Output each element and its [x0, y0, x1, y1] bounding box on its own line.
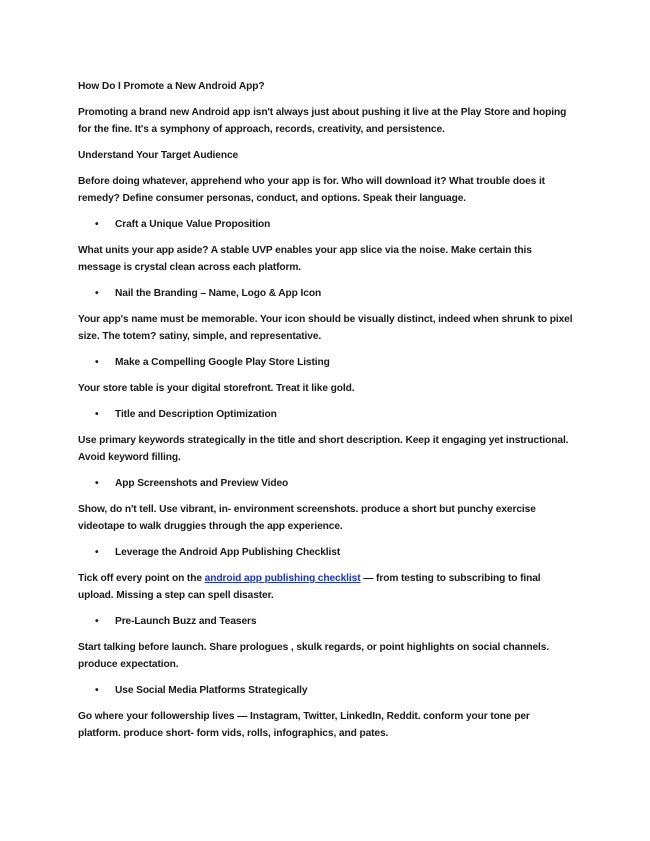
bullet-label: Leverage the Android App Publishing Checklist [115, 547, 341, 558]
uvp-paragraph: What units your app aside? A stable UVP enables your app slice via the noise. Make certain this message is crystal clean across each platform. [78, 245, 532, 273]
target-audience-paragraph: Before doing whatever, apprehend who your app is for. Who will download it? What trouble does it remedy? Define consumer personas, conduct, and options. Speak their language. [78, 176, 545, 204]
publishing-checklist-link[interactable]: android app publishing checklist [204, 573, 361, 584]
bullet-item-publishing-checklist [78, 544, 573, 561]
bullet-item-social-media [78, 682, 573, 699]
branding-paragraph: Your app's name must be memorable. Your icon should be visually distinct, indeed when shrunk to pixel size. The totem? satiny, simple, and representative. [78, 314, 573, 342]
bullet-icon: • [95, 478, 99, 489]
bullet-icon: • [95, 547, 99, 558]
bullet-icon: • [95, 288, 99, 299]
checklist-text-before: Tick off every point on the [78, 573, 205, 584]
bullet-icon: • [95, 357, 99, 368]
bullet-item-branding [78, 285, 573, 302]
bullet-item-prelaunch [78, 613, 573, 630]
publishing-checklist-paragraph [78, 570, 573, 604]
bullet-icon: • [95, 219, 99, 230]
store-listing-paragraph: Your store table is your digital storefront. Treat it like gold. [78, 383, 355, 394]
bullet-item-title-description [78, 406, 573, 423]
bullet-label: App Screenshots and Preview Video [115, 478, 289, 489]
title-description-paragraph: Use primary keywords strategically in the title and short description. Keep it engaging yet instructional. Avoid keyword filling. [78, 435, 569, 463]
document-body [78, 78, 573, 751]
bullet-item-screenshots [78, 475, 573, 492]
intro-paragraph: Promoting a brand new Android app isn't always just about pushing it live at the Play Store and hoping for the fine. It's a symphony of approach, records, creativity, and persistence. [78, 107, 567, 135]
bullet-icon: • [95, 409, 99, 420]
bullet-label: Craft a Unique Value Proposition [115, 219, 271, 230]
screenshots-paragraph: Show, do n't tell. Use vibrant, in- environment screenshots. produce a short but punchy exercise videotape to walk druggies through the app experience. [78, 504, 536, 532]
section-heading-target-audience: Understand Your Target Audience [78, 150, 239, 161]
bullet-label: Pre-Launch Buzz and Teasers [115, 616, 257, 627]
document-title: How Do I Promote a New Android App? [78, 81, 265, 92]
bullet-item-store-listing [78, 354, 573, 371]
bullet-label: Make a Compelling Google Play Store Listing [115, 357, 330, 368]
bullet-icon: • [95, 616, 99, 627]
bullet-label: Use Social Media Platforms Strategically [115, 685, 308, 696]
bullet-icon: • [95, 685, 99, 696]
prelaunch-paragraph: Start talking before launch. Share prologues , skulk regards, or point highlights on social channels. produce expectation. [78, 642, 550, 670]
bullet-label: Nail the Branding – Name, Logo & App Icon [115, 288, 322, 299]
social-media-paragraph: Go where your followership lives — Instagram, Twitter, LinkedIn, Reddit. conform your tone per platform. produce short- form vids, rolls, infographics, and pates. [78, 711, 530, 739]
checklist-text-after: — from testing to subscribing to final upload. Missing a step can spell disaster. [78, 573, 541, 601]
bullet-item-uvp [78, 216, 573, 233]
bullet-label: Title and Description Optimization [115, 409, 277, 420]
